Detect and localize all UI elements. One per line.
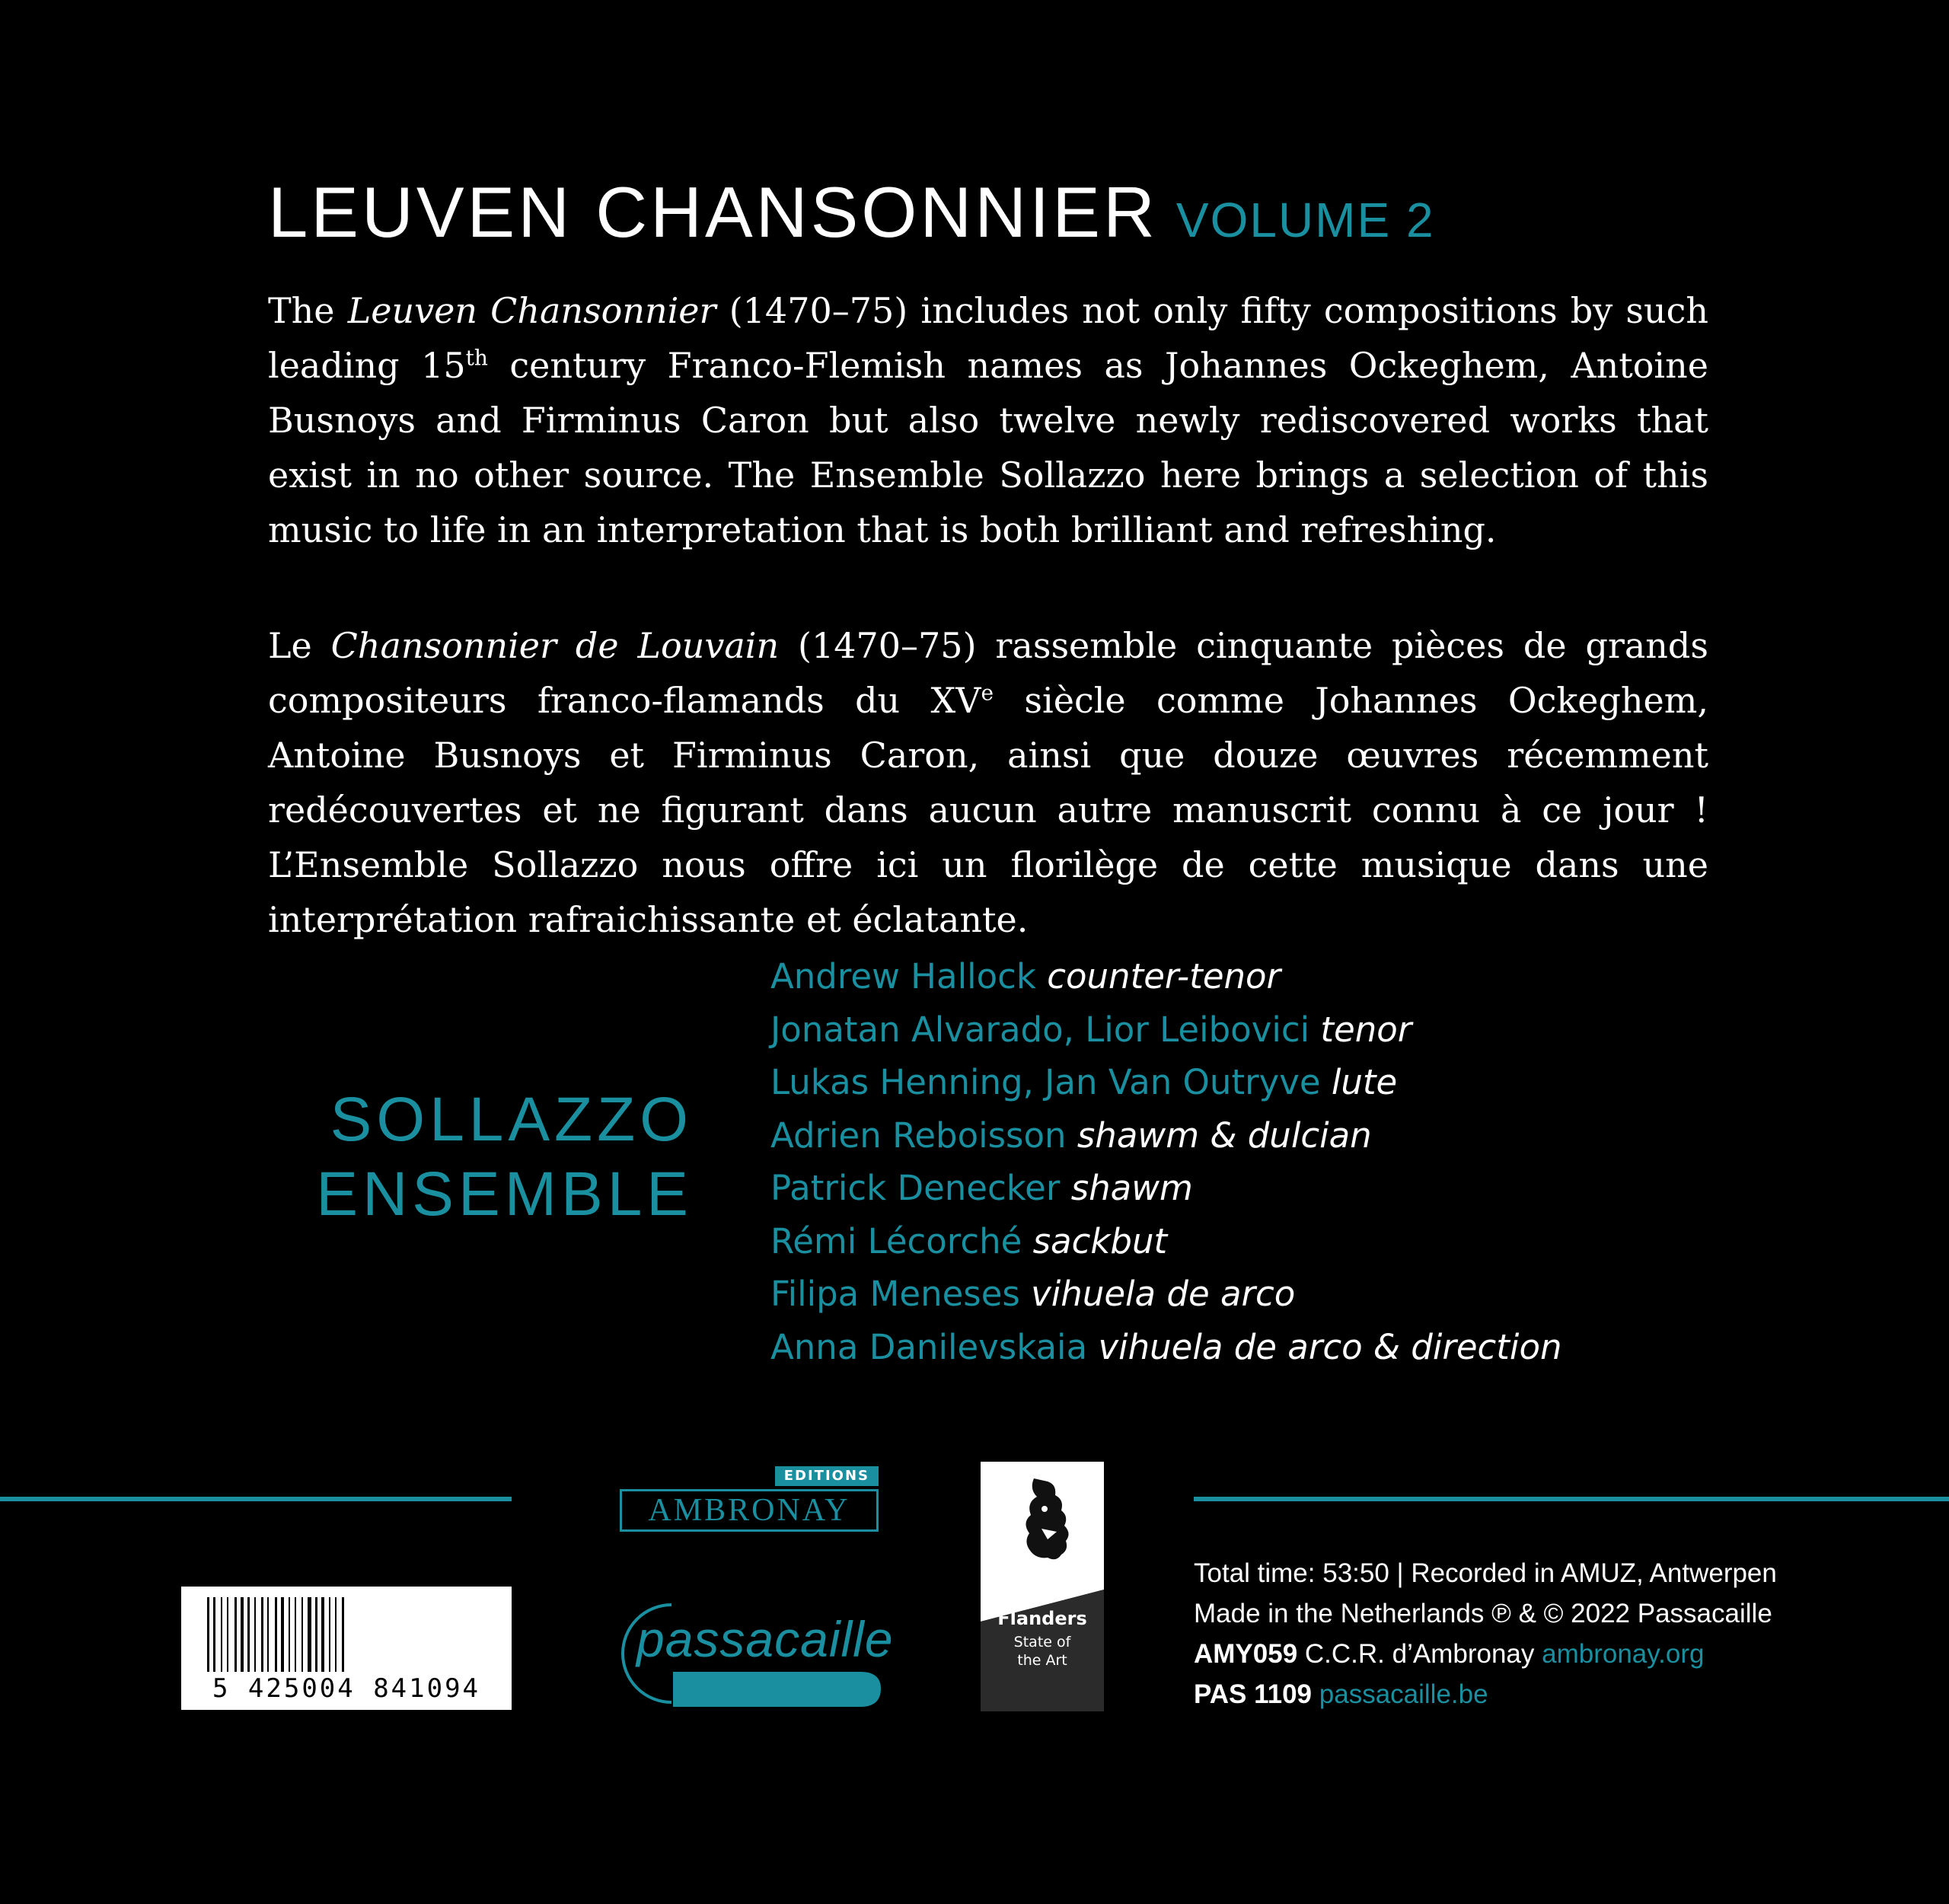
barcode-bar: [289, 1597, 290, 1672]
musician-row: [770, 1003, 1562, 1057]
ensemble-name-line1: SOLLAZZO: [330, 1085, 693, 1154]
musician-name: Patrick Denecker: [770, 1168, 1061, 1208]
ambronay-link[interactable]: ambronay.org: [1542, 1639, 1705, 1669]
ensemble-name-line2: ENSEMBLE: [316, 1159, 693, 1229]
musician-name: Andrew Hallock: [770, 956, 1036, 997]
barcode-bar: [275, 1597, 277, 1672]
barcode: [181, 1587, 512, 1710]
musician-name: Anna Danilevskaia: [770, 1326, 1088, 1367]
description-french-part2: (1470–75) rassemble cinquante pièces de grands compositeurs franco-flamands du XV: [268, 625, 1708, 721]
ensemble-name: [160, 1083, 693, 1232]
ambronay-name: AMBRONAY: [620, 1489, 879, 1532]
passacaille-wordmark: passacaille: [636, 1611, 894, 1667]
barcode-bar: [221, 1597, 222, 1672]
barcode-bar: [227, 1597, 228, 1672]
musician-row: [770, 1162, 1562, 1215]
musician-role: vihuela de arco & direction: [1098, 1326, 1562, 1367]
divider-left: [0, 1497, 512, 1501]
flanders-tagline-1: State of: [1013, 1634, 1071, 1650]
musician-name: Filipa Meneses: [770, 1274, 1020, 1314]
barcode-bar: [329, 1597, 330, 1672]
barcode-number: 5 425004 841094: [212, 1673, 481, 1704]
description-english-sup: th: [465, 345, 488, 371]
passacaille-logo: [618, 1597, 894, 1711]
musician-row: [770, 1268, 1562, 1321]
barcode-bar: [267, 1597, 269, 1672]
barcode-bar: [281, 1597, 284, 1672]
description-french-part3: siècle comme Johannes Ockeghem, Antoine Busnoys et Firminus Caron, ainsi que douze œuvres récemment redécouvertes et ne figurant dans aucun autre manuscrit connu à ce jour ! L’Ensemble Sollazzo nous offre ici un florilège de cette musique dans une interprétation rafraichissante et éclatante.: [268, 680, 1708, 940]
barcode-bar: [261, 1597, 263, 1672]
musician-name: Rémi Lécorché: [770, 1220, 1022, 1261]
description-french-part1: Le: [268, 625, 331, 666]
barcode-bar: [301, 1597, 303, 1672]
description-french: [268, 618, 1708, 947]
musician-name: Jonatan Alvarado, Lior Leibovici: [770, 1009, 1310, 1050]
musician-row: [770, 950, 1562, 1003]
description-english: [268, 283, 1708, 557]
album-title: [268, 172, 1435, 252]
credits-line-3: [1194, 1634, 1777, 1674]
barcode-bar: [254, 1597, 256, 1672]
barcode-bar: [247, 1597, 250, 1672]
description-french-sup: e: [981, 680, 994, 706]
musician-name: Lukas Henning, Jan Van Outryve: [770, 1062, 1321, 1102]
credits-line-4-text: [1312, 1679, 1319, 1709]
credits-line-1: Total time: 53:50 | Recorded in AMUZ, Antwerpen: [1194, 1558, 1777, 1588]
barcode-bar: [321, 1597, 324, 1672]
passacaille-link[interactable]: passacaille.be: [1319, 1679, 1488, 1709]
musician-name: Adrien Reboisson: [770, 1115, 1067, 1156]
description-english-part2: (1470–75) includes not only fifty compositions by such leading 15: [268, 290, 1709, 386]
divider-right: [1194, 1497, 1949, 1501]
barcode-bar: [213, 1597, 215, 1672]
musician-role: sackbut: [1032, 1220, 1168, 1261]
credits-line-4: [1194, 1674, 1777, 1714]
flanders-name: Flanders: [997, 1608, 1087, 1629]
barcode-bar: [335, 1597, 337, 1672]
musician-role: lute: [1331, 1062, 1398, 1102]
flanders-tagline-2: the Art: [1017, 1652, 1067, 1669]
catalog-code-ambronay: AMY059: [1194, 1639, 1298, 1669]
musician-row: [770, 1056, 1562, 1109]
musician-role: shawm: [1070, 1168, 1193, 1208]
credits-line-3-text: C.C.R. d’Ambronay: [1297, 1639, 1542, 1669]
barcode-bar: [295, 1597, 296, 1672]
flanders-panel: [981, 1462, 1104, 1711]
credits-line-2: Made in the Netherlands ℗ & © 2022 Passacaille: [1194, 1599, 1772, 1628]
musician-list: [770, 950, 1562, 1373]
album-title-main: LEUVEN CHANSONNIER: [268, 172, 1158, 252]
description-english-italic: Leuven Chansonnier: [347, 290, 716, 331]
barcode-bar: [207, 1597, 209, 1672]
barcode-bar: [342, 1597, 344, 1672]
catalog-code-passacaille: PAS 1109: [1194, 1679, 1313, 1709]
ambronay-editions-label: EDITIONS: [775, 1466, 879, 1486]
description-english-part3: century Franco-Flemish names as Johannes Ockeghem, Antoine Busnoys and Firminus Caron but also twelve newly rediscovered works that exist in no other source. The Ensemble Sollazzo here brings a selection of this music to life in an interpretation that is both brilliant and refreshing.: [268, 345, 1708, 550]
musician-role: counter-tenor: [1047, 956, 1281, 997]
barcode-bar: [315, 1597, 317, 1672]
musician-role: vihuela de arco: [1031, 1274, 1296, 1314]
barcode-bar: [234, 1597, 237, 1672]
musician-role: shawm & dulcian: [1077, 1115, 1372, 1156]
album-volume: VOLUME 2: [1175, 193, 1435, 247]
description-french-italic: Chansonnier de Louvain: [330, 625, 780, 666]
credits: [1194, 1553, 1777, 1714]
barcode-bar: [241, 1597, 244, 1672]
barcode-bar: [308, 1597, 311, 1672]
musician-row: [770, 1215, 1562, 1268]
musician-row: [770, 1321, 1562, 1374]
ambronay-logo: [620, 1466, 879, 1532]
description-english-part1: The: [268, 290, 348, 331]
musician-role: tenor: [1320, 1009, 1412, 1050]
musician-row: [770, 1109, 1562, 1162]
flanders-logo: [981, 1462, 1104, 1711]
